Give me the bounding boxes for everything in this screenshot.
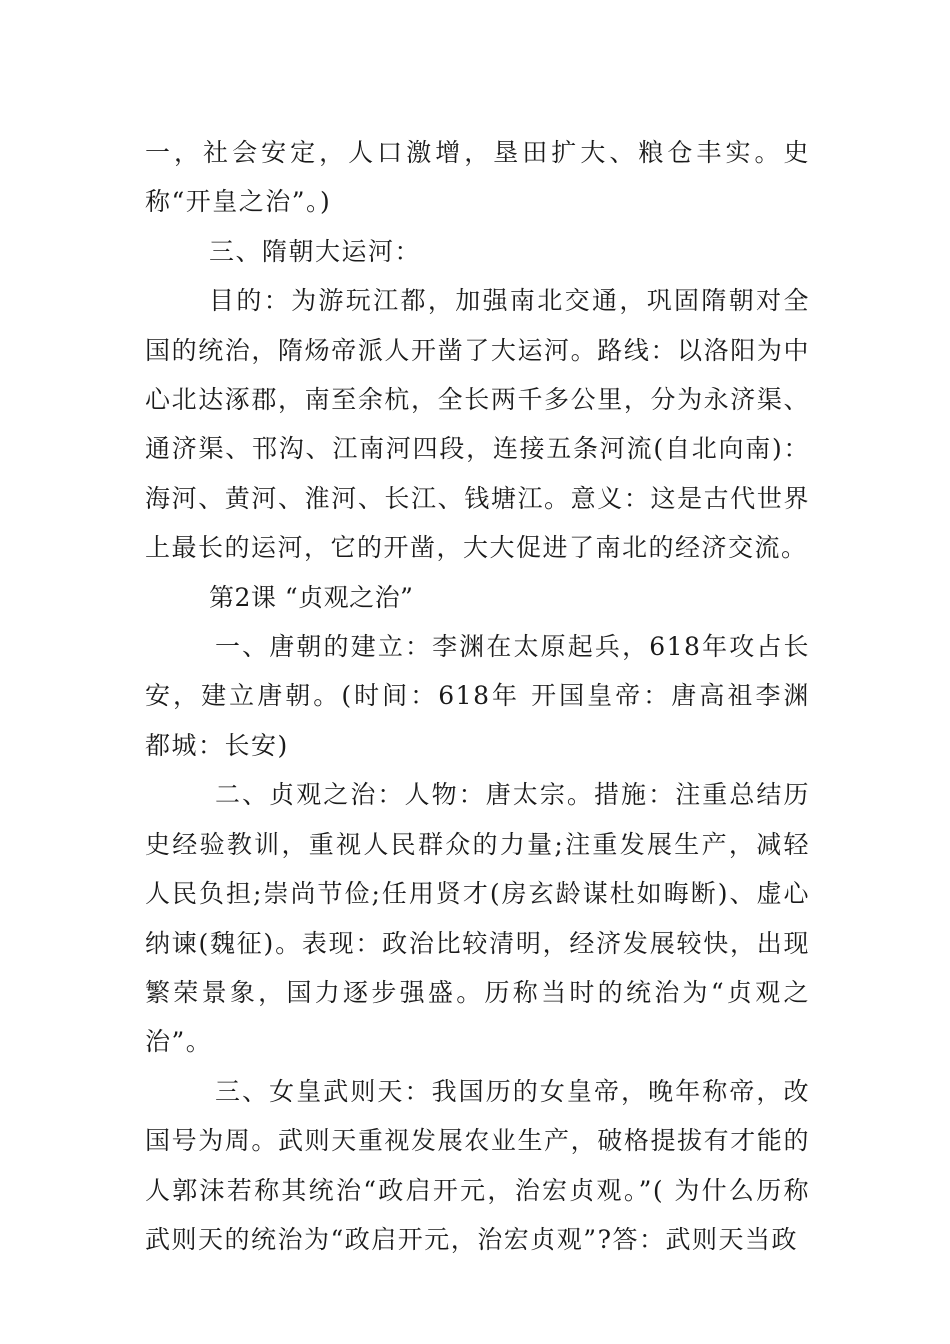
- lesson-title: 第2课 “贞观之治”: [209, 582, 414, 612]
- heading-sui-grand-canal: 三、隋朝大运河：: [209, 236, 422, 266]
- paragraph-tang-founding: 一、唐朝的建立：李渊在太原起兵，618年攻占长安，建立唐朝。(时间：618年 开国皇帝：唐高祖李渊 都城：长安): [145, 632, 810, 760]
- document-body: [145, 128, 810, 1264]
- paragraph-grand-canal: 目的：为游玩江都，加强南北交通，巩固隋朝对全国的统治，隋炀帝派人开凿了大运河。路线：以洛阳为中心北达涿郡，南至余杭，全长两千多公里，分为永济渠、通济渠、邗沟、江南河四段，连接五条河流(自北向南)：海河、黄河、淮河、长江、钱塘江。意义：这是古代世界上最长的运河，它的开凿，大大促进了南北的经济交流。: [145, 286, 810, 563]
- paragraph-kaihuang-continuation: 一，社会安定，人口激增，垦田扩大、粮仓丰实。史称“开皇之治”。): [145, 138, 810, 217]
- paragraph-zhenguan: 二、贞观之治：人物：唐太宗。措施：注重总结历史经验教训，重视人民群众的力量;注重发展生产，减轻人民负担;崇尚节俭;任用贤才(房玄龄谋杜如晦断)、虚心纳谏(魏征)。表现：政治比较清明，经济发展较快，出现繁荣景象，国力逐步强盛。历称当时的统治为“贞观之治”。: [145, 780, 810, 1057]
- paragraph-wu-zetian: 三、女皇武则天：我国历的女皇帝，晚年称帝，改国号为周。武则天重视发展农业生产，破格提拔有才能的人郭沫若称其统治“政启开元，治宏贞观。”( 为什么历称武则天的统治为“政启开元，治宏贞观”?答：武则天当政: [145, 1076, 810, 1254]
